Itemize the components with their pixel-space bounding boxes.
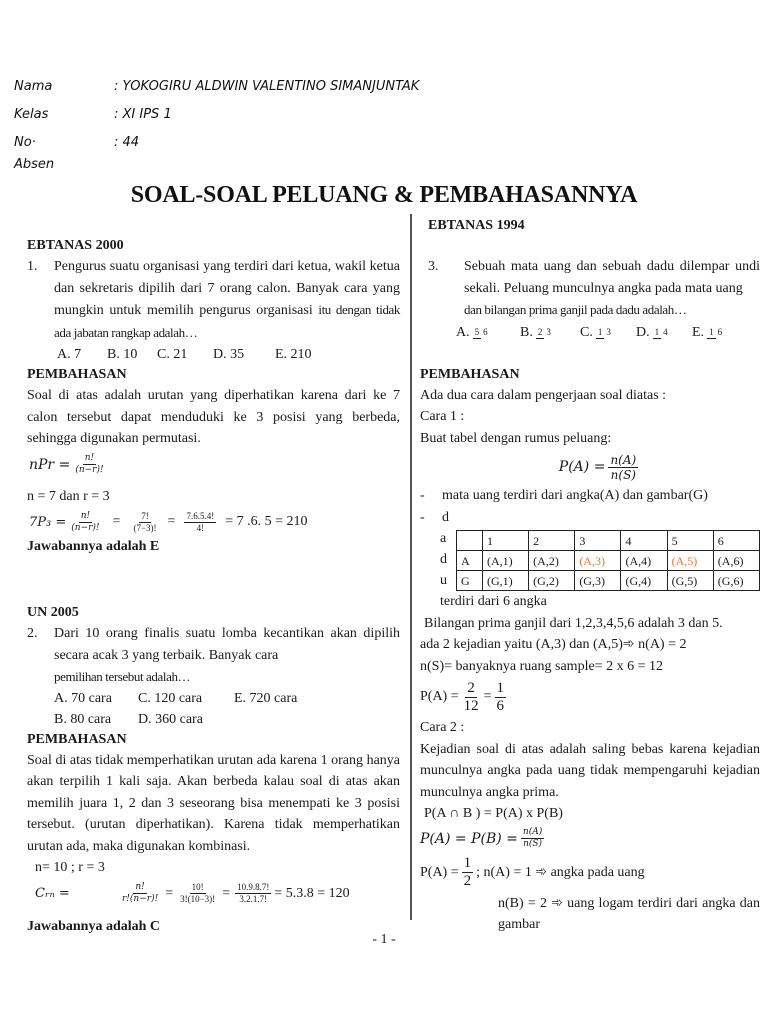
q1-option-a: A. 7 <box>57 347 82 362</box>
q1-discussion-head: PEMBAHASAN <box>27 367 127 382</box>
table-cell: (A,6) <box>713 551 759 571</box>
q3-option-c-den: 3 <box>606 326 611 337</box>
q3-intro: Ada dua cara dalam pengerjaan soal diatas : <box>420 387 667 403</box>
q1-number: 1. <box>27 259 38 274</box>
q3-events-text: ada 2 kejadian yaitu (A,3) dan (A,5)➾ n(A) = 2 <box>420 637 687 652</box>
q3-option-d-num: 1 <box>654 326 660 337</box>
q1-text-main: Pengurus suatu organisasi yang terdiri dari ketua, wakil ketua dan sekretaris dipilih dari 7 orang calon. Banyak cara yang mungkin untuk memilih pengurus organisasi <box>54 259 400 318</box>
table-cell: (A,2) <box>529 551 575 571</box>
q2-calc-frac1-num: n! <box>135 882 145 892</box>
q1-calc-eq2: = <box>167 514 176 529</box>
q3-pab-lhs: P(A) = P(B) = <box>420 830 518 847</box>
q1-formula-den: (n−r)! <box>75 465 104 475</box>
q1-option-e: E. 210 <box>275 347 312 362</box>
q1-formula-fraction <box>73 453 105 476</box>
q3-option-e-frac <box>707 327 724 339</box>
q1-calc-frac3-den: 4! <box>196 522 205 533</box>
q3-bullet1-dash: - <box>420 488 425 503</box>
q3-dadu-letter-a: a <box>440 531 447 546</box>
table-cell: (G,4) <box>621 571 667 591</box>
q3-text <box>428 256 760 321</box>
table-header-cell: 6 <box>713 531 759 551</box>
q2-calc-frac2-den: 3!(10−3)! <box>180 894 216 904</box>
q1-discussion: Soal di atas adalah urutan yang diperhatikan karena dari ke 7 calon tersebut dapat menduduki ke 3 posisi yang berbeda, sehingga digunakan permutasi. <box>27 388 400 446</box>
q3-option-b-label: B. <box>520 325 533 340</box>
q3-option-e-num: 1 <box>709 326 714 337</box>
q3-dadu-letter-u: u <box>440 573 447 588</box>
q3-half-lhs: P(A) = <box>420 864 459 880</box>
q3-option-e <box>692 322 727 343</box>
q2-options-row2 <box>27 709 400 730</box>
q3-pa-lhs: P(A) = <box>420 689 459 704</box>
q2-option-c: C. 120 cara <box>138 690 203 706</box>
q3-option-b-num: 2 <box>537 326 543 337</box>
q2-calc-eq1: = <box>165 885 174 901</box>
q3-sample-text: n(S)= banyaknya ruang sample= 2 x 6 = 12 <box>420 658 663 674</box>
q3-option-a-num: 5 <box>474 326 480 337</box>
q2-calc-lhs: Cᵣₙ = <box>35 886 70 901</box>
q3-options <box>420 321 760 345</box>
q3-option-d-label: D. <box>636 325 650 340</box>
table-cell: (G,6) <box>713 571 759 591</box>
q3-pa-frac1 <box>462 680 481 715</box>
q3-pa-frac1-den: 12 <box>463 697 479 714</box>
q1-given: n = 7 dan r = 3 <box>27 488 110 504</box>
q3-option-d-den: 4 <box>663 326 668 337</box>
q3-bullet2-dash: - <box>420 509 425 525</box>
q2-option-e: E. 720 cara <box>234 690 298 706</box>
q2-options-row1 <box>27 688 400 709</box>
table-cell-highlighted: (A,3) <box>575 551 621 571</box>
q3-pab-den: n(S) <box>523 839 543 849</box>
q1-option-c: C. 21 <box>157 347 188 362</box>
q1-text-cond: itu dengan tidak ada jabatan rangkap adalah… <box>54 302 401 340</box>
q2-calc-result: = 5.3.8 = 120 <box>274 885 350 901</box>
q1-calc-frac1 <box>69 511 101 534</box>
sample-space-table <box>456 530 760 591</box>
q3-option-a-frac <box>473 327 490 339</box>
q2-option-a: A. 70 cara <box>54 690 112 706</box>
q3-formula-num: n(A) <box>610 452 637 467</box>
table-header-cell <box>457 531 483 551</box>
table-header-cell: 3 <box>575 531 621 551</box>
q1-options <box>27 344 400 365</box>
q1-answer: Jawabannya adalah E <box>27 539 160 554</box>
table-cell: (A,1) <box>483 551 529 571</box>
table-header-cell: 1 <box>483 531 529 551</box>
q2-source: UN 2005 <box>27 605 79 620</box>
q3-discussion-head: PEMBAHASAN <box>420 366 520 382</box>
q2-text <box>27 623 400 688</box>
column-divider <box>410 214 412 920</box>
q3-half-frac <box>462 855 474 890</box>
q3-source: EBTANAS 1994 <box>428 218 525 233</box>
q3-option-b-frac <box>536 327 553 339</box>
q3-half-num: 1 <box>463 855 472 871</box>
q3-pa-frac2 <box>495 680 507 715</box>
table-header-cell: 4 <box>621 531 667 551</box>
question-1 <box>27 236 400 557</box>
q2-option-b: B. 80 cara <box>54 711 112 727</box>
q2-calc-eq2: = <box>222 885 231 901</box>
q3-half-rest: ; n(A) = 1 ➾ angka pada uang <box>476 865 645 880</box>
q2-discussion-head: PEMBAHASAN <box>27 731 127 747</box>
table-header-row <box>457 531 760 551</box>
q3-pab-frac <box>521 827 544 850</box>
q1-formula-num: n! <box>84 453 95 463</box>
q3-pa-calc <box>420 677 760 717</box>
q1-calc-frac2-den: (7−3)! <box>133 522 157 533</box>
q2-calc-frac1-den: r!(n−r)! <box>122 894 159 904</box>
q1-option-b: B. 10 <box>107 347 138 362</box>
q3-bullet2-rest: terdiri dari 6 angka <box>440 594 547 609</box>
q3-cara1: Cara 1 : <box>420 409 465 424</box>
q3-pab-formula <box>420 825 760 853</box>
q3-formula-den: n(S) <box>610 467 636 482</box>
q3-option-c-label: C. <box>580 325 593 340</box>
q1-calculation <box>27 507 400 537</box>
q1-calc-frac1-den: (n−r)! <box>71 522 100 533</box>
q2-calc-frac2 <box>178 882 217 905</box>
name-label: Nama <box>14 79 53 94</box>
q3-dadu-letter-d: d <box>440 552 447 567</box>
q2-number: 2. <box>27 626 38 641</box>
q1-formula-lhs: nPr = <box>29 456 71 473</box>
q3-pa-frac2-den: 6 <box>496 697 505 714</box>
q3-pab-num: n(A) <box>522 827 543 837</box>
q3-option-a-label: A. <box>456 325 470 340</box>
q1-calc-lhs: 7P₃ = <box>29 514 67 530</box>
table-header-cell: 5 <box>667 531 713 551</box>
name-value: : YOKOGIRU ALDWIN VALENTINO SIMANJUNTAK <box>114 79 420 94</box>
q3-pa-frac1-num: 2 <box>467 679 475 696</box>
q3-number: 3. <box>428 259 439 274</box>
q3-option-a-den: 6 <box>483 326 488 337</box>
q2-calc-frac2-num: 10! <box>191 882 204 892</box>
table-header-cell: 2 <box>529 531 575 551</box>
absen-value: : 44 <box>114 135 140 150</box>
q1-calc-frac2-num: 7! <box>141 510 149 521</box>
q3-option-c <box>580 322 636 343</box>
table-cell: G <box>457 571 483 591</box>
table-cell: (G,1) <box>483 571 529 591</box>
q2-calculation <box>27 879 400 909</box>
q3-pa-frac2-num: 1 <box>496 679 505 696</box>
q3-option-d <box>636 322 692 343</box>
table-cell: (G,2) <box>529 571 575 591</box>
q3-option-e-den: 6 <box>717 326 723 337</box>
class-label: Kelas <box>14 107 49 122</box>
q3-text-cond: dan bilangan prima ganjil pada dadu adalah… <box>464 302 687 317</box>
table-cell: (G,5) <box>667 571 713 591</box>
q3-text-main: Sebuah mata uang dan sebuah dadu dilempar undi sekali. Peluang munculnya angka pada mata uang <box>464 259 760 296</box>
q3-formula <box>420 449 760 485</box>
left-column <box>27 236 400 937</box>
q1-calc-frac3-num: 7.6.5.4! <box>186 510 215 521</box>
q1-calc-frac1-num: n! <box>80 510 91 521</box>
q1-calc-frac2 <box>131 511 158 534</box>
q3-bullet1 <box>420 485 760 507</box>
q3-formula-lhs: P(A) = <box>558 459 606 475</box>
q1-text <box>27 256 400 344</box>
table-row <box>457 551 760 571</box>
q2-text-main: Dari 10 orang finalis suatu lomba kecantikan akan dipilih secara acak 3 yang terbaik. Banyak cara <box>54 626 400 663</box>
q3-dadu-letters <box>440 528 456 591</box>
q3-bullet2-first: d <box>442 509 449 525</box>
q3-half-den: 2 <box>463 873 472 889</box>
q3-table-intro: Buat tabel dengan rumus peluang: <box>420 430 612 446</box>
q3-option-a <box>456 322 520 343</box>
q3-option-b <box>520 322 580 343</box>
q1-option-d: D. 35 <box>213 347 245 362</box>
q2-calc-frac3 <box>235 882 271 905</box>
q3-prime-text: Bilangan prima ganjil dari 1,2,3,4,5,6 adalah 3 dan 5. <box>424 615 723 631</box>
q2-calc-frac3-den: 3.2.1.7! <box>239 894 268 904</box>
page-number: - 1 - <box>372 932 396 947</box>
q3-indep-formula: P(A ∩ B ) = P(A) x P(B) <box>424 806 563 821</box>
absen-label: No· Absen <box>14 135 55 172</box>
right-column <box>420 216 760 936</box>
q2-calc-frac3-num: 10.9.8.7! <box>237 882 270 892</box>
class-value: : XI IPS 1 <box>114 107 172 122</box>
table-cell-highlighted: (A,5) <box>667 551 713 571</box>
q2-answer: Jawabannya adalah C <box>27 918 161 934</box>
q3-bullet2 <box>420 507 760 529</box>
q3-option-c-frac <box>596 327 613 339</box>
q1-calc-eq1: = <box>112 514 121 529</box>
q3-option-e-label: E. <box>692 325 705 340</box>
q3-option-b-den: 3 <box>546 326 551 337</box>
page-title: SOAL-SOAL PELUANG & PEMBAHASANNYA <box>130 182 638 208</box>
q3-formula-frac <box>608 453 638 482</box>
q3-option-c-num: 1 <box>597 326 603 337</box>
table-cell: A <box>457 551 483 571</box>
q1-calc-frac3 <box>184 511 216 534</box>
table-row <box>457 571 760 591</box>
q1-source: EBTANAS 2000 <box>27 238 124 253</box>
q2-calc-frac1 <box>120 882 160 905</box>
table-cell: (G,3) <box>575 571 621 591</box>
q3-cara2-text: Kejadian soal di atas adalah saling bebas karena kejadian munculnya angka pada uang tidak mempengaruhi kejadian munculnya angka prima. <box>420 741 760 800</box>
q2-discussion: Soal di atas tidak memperhatikan urutan ada karena 1 orang hanya akan terpilih 1 kali saja. Akan berbeda kalau soal di atas akan memilih juara 1, 2 dan 3 seseorang bisa menempati ke 3 posisi tersebut. (urutan diperhatikan). Karena tidak memperhatikan urutan ada, maka digunakan kombinasi. <box>27 752 400 854</box>
q3-bullet1-text: mata uang terdiri dari angka(A) dan gambar(G) <box>442 488 708 503</box>
q3-cara2: Cara 2 : <box>420 720 465 735</box>
q3-pa-eq: = <box>483 689 492 704</box>
q2-given: n= 10 ; r = 3 <box>35 860 105 875</box>
q3-nb-text: n(B) = 2 ➾ uang logam terdiri dari angka dan gambar <box>498 895 760 932</box>
table-cell: (A,4) <box>621 551 667 571</box>
q3-option-d-frac <box>653 327 670 339</box>
q3-half-calc <box>420 853 760 893</box>
q1-calc-result: = 7 .6. 5 = 210 <box>225 514 308 529</box>
q2-text-cond: pemilihan tersebut adalah… <box>54 669 191 684</box>
q3-dadu-block <box>420 528 760 591</box>
question-2 <box>27 603 400 937</box>
q2-option-d: D. 360 cara <box>138 711 203 727</box>
q1-formula <box>27 450 400 480</box>
